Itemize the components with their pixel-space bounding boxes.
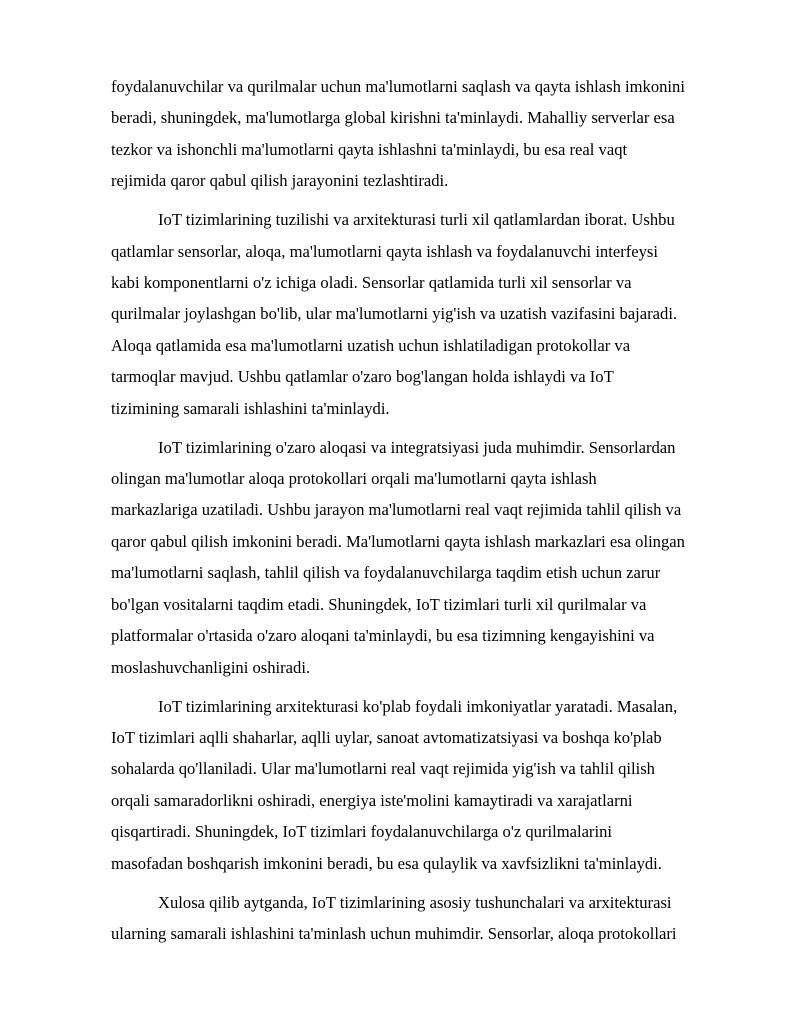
text-line: bo'lgan vositalarni taqdim etadi. Shuningdek, IoT tizimlari turli xil qurilmalar va	[111, 594, 647, 614]
text-line: kabi komponentlarni o'z ichiga oladi. Sensorlar qatlamida turli xil sensorlar va	[111, 273, 632, 293]
text-line: ularning samarali ishlashini ta'minlash uchun muhimdir. Sensorlar, aloqa protokollari	[111, 923, 677, 943]
text-line: IoT tizimlarining o'zaro aloqasi va integratsiyasi juda muhimdir. Sensorlardan	[158, 437, 676, 457]
text-line: beradi, shuningdek, ma'lumotlarga global kirishni ta'minlaydi. Mahalliy serverlar esa	[111, 108, 675, 128]
text-line: qaror qabul qilish imkonini beradi. Ma'lumotlarni qayta ishlash markazlari esa olingan	[111, 531, 685, 551]
text-line: IoT tizimlari aqlli shaharlar, aqlli uylar, sanoat avtomatizatsiyasi va boshqa ko'plab	[111, 727, 662, 747]
text-line: platformalar o'rtasida o'zaro aloqani ta'minlaydi, bu esa tizimning kengayishini va	[111, 626, 655, 646]
paragraph-1	[111, 71, 747, 197]
text-line: rejimida qaror qabul qilish jarayonini tezlashtiradi.	[111, 171, 449, 191]
paragraph-4	[111, 691, 747, 879]
text-line: sohalarda qo'llaniladi. Ular ma'lumotlarni real vaqt rejimida yig'ish va tahlil qilish	[111, 759, 655, 779]
text-line: masofadan boshqarish imkonini beradi, bu esa qulaylik va xavfsizlikni ta'minlaydi.	[111, 853, 662, 873]
text-line: moslashuvchanligini oshiradi.	[111, 657, 311, 677]
text-line: IoT tizimlarining arxitekturasi ko'plab foydali imkoniyatlar yaratadi. Masalan,	[158, 696, 678, 716]
text-line: olingan ma'lumotlar aloqa protokollari orqali ma'lumotlarni qayta ishlash	[111, 469, 597, 489]
paragraph-3	[111, 432, 747, 683]
paragraph-2	[111, 204, 747, 424]
text-line: orqali samaradorlikni oshiradi, energiya iste'molini kamaytiradi va xarajatlarni	[111, 790, 633, 810]
text-line: tezkor va ishonchli ma'lumotlarni qayta ishlashni ta'minlaydi, bu esa real vaqt	[111, 139, 628, 159]
text-line: Xulosa qilib aytganda, IoT tizimlarining asosiy tushunchalari va arxitekturasi	[158, 892, 672, 912]
paragraph-5	[111, 887, 747, 950]
text-line: IoT tizimlarining tuzilishi va arxitekturasi turli xil qatlamlardan iborat. Ushbu	[158, 210, 675, 230]
text-line: foydalanuvchilar va qurilmalar uchun ma'lumotlarni saqlash va qayta ishlash imkonini	[111, 77, 685, 96]
text-line: qisqartiradi. Shuningdek, IoT tizimlari foydalanuvchilarga o'z qurilmalarini	[111, 822, 612, 842]
document-body	[111, 71, 747, 949]
text-line: tarmoqlar mavjud. Ushbu qatlamlar o'zaro bog'langan holda ishlaydi va IoT	[111, 367, 614, 387]
text-line: Aloqa qatlamida esa ma'lumotlarni uzatish uchun ishlatiladigan protokollar va	[111, 335, 631, 355]
text-line: ma'lumotlarni saqlash, tahlil qilish va foydalanuvchilarga taqdim etish uchun zarur	[111, 563, 661, 583]
text-line: qatlamlar sensorlar, aloqa, ma'lumotlarni qayta ishlash va foydalanuvchi interfeysi	[111, 241, 658, 261]
text-line: tizimining samarali ishlashini ta'minlaydi.	[111, 398, 390, 418]
text-line: markazlariga uzatiladi. Ushbu jarayon ma'lumotlarni real vaqt rejimida tahlil qilish va	[111, 500, 682, 520]
text-line: qurilmalar joylashgan bo'lib, ular ma'lumotlarni yig'ish va uzatish vazifasini bajaradi.	[111, 304, 678, 324]
